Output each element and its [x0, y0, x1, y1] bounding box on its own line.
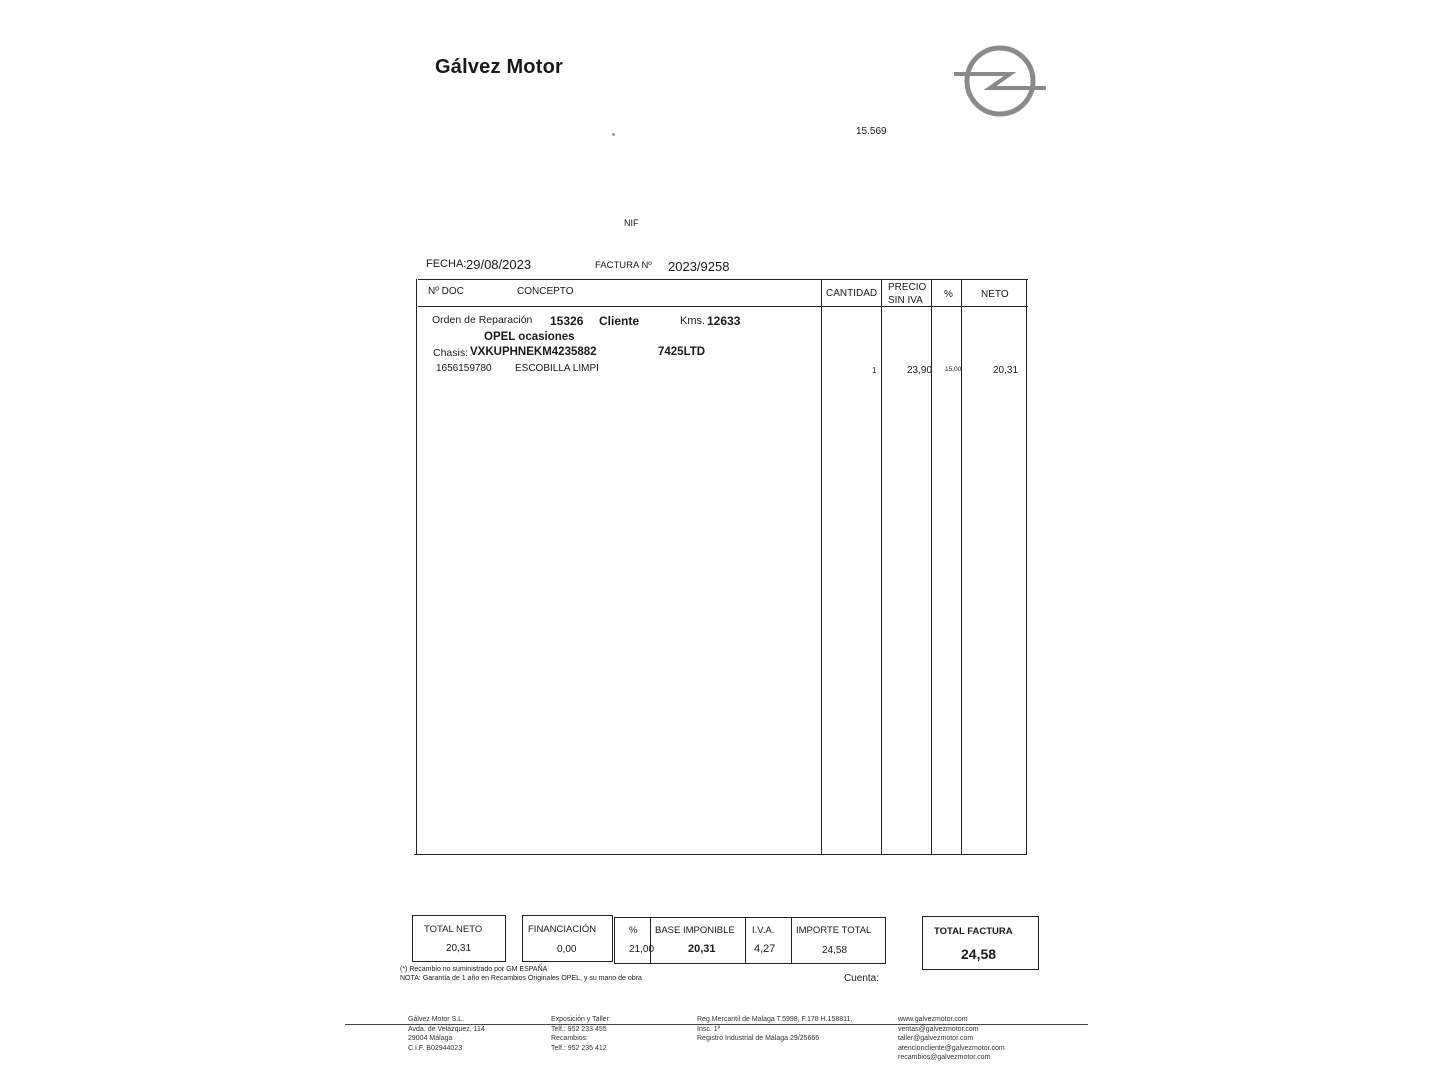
nif-label: NIF: [624, 218, 639, 228]
footer-line: Telf.: 952 235 412: [551, 1044, 607, 1052]
footer-line: Avda. de Velázquez, 114: [408, 1025, 485, 1033]
footer-line: C.I.F. B02944023: [408, 1044, 463, 1052]
total-neto-box: [412, 915, 506, 962]
opel-logo-icon: [950, 44, 1050, 118]
footer-company-info: [408, 1015, 485, 1053]
table-top-border: [418, 279, 1028, 280]
header-precio-line1: PRECIO: [888, 282, 927, 293]
footer-web-emails: [898, 1015, 1005, 1063]
base-imponible-label: BASE IMPONIBLE: [655, 925, 735, 936]
repair-order-number: 15326: [550, 314, 584, 328]
license-plate: 7425LTD: [658, 346, 706, 358]
client-name: OPEL ocasiones: [484, 331, 575, 343]
footer-line: Registro Industrial de Málaga 29/25666: [697, 1035, 820, 1042]
footer-registry: [697, 1015, 852, 1044]
header-ndoc: Nº DOC: [428, 286, 464, 297]
tax-divider-1: [650, 917, 651, 963]
line-item-neto: 20,31: [993, 365, 1019, 376]
invoice-notes: [400, 965, 642, 983]
document-reference: 15.569: [856, 126, 887, 137]
base-imponible-value: 20,31: [688, 943, 716, 955]
tax-divider-2: [745, 917, 746, 963]
table-header-divider: [418, 306, 1028, 307]
footer-email-link[interactable]: taller@galvezmotor.com: [898, 1035, 974, 1042]
line-item-percent: 15,00: [945, 366, 962, 373]
footer-line: Gálvez Motor S.L.: [408, 1016, 465, 1023]
header-cantidad: CANTIDAD: [826, 288, 878, 299]
company-name: Gálvez Motor: [435, 56, 563, 78]
tax-divider-3: [791, 917, 792, 963]
column-divider-cantidad: [821, 279, 822, 855]
note-recambio: (*) Recambio no suministrado por GM ESPAÑA: [400, 966, 548, 973]
column-divider-precio: [881, 279, 882, 855]
total-factura-label: TOTAL FACTURA: [934, 926, 1013, 937]
date-label: FECHA:: [426, 258, 467, 270]
table-bottom-border: [414, 854, 1026, 855]
footer-email-link[interactable]: ventas@galvezmotor.com: [898, 1025, 979, 1033]
cuenta-label: Cuenta:: [844, 973, 880, 984]
footer-line: Insc. 1ª: [697, 1025, 721, 1033]
table-left-border: [416, 279, 417, 855]
line-item-cantidad: 1: [872, 366, 877, 375]
client-label: Cliente: [599, 314, 640, 328]
footer-email-link[interactable]: atencioncliente@galvezmotor.com: [898, 1044, 1005, 1052]
header-neto: NETO: [981, 289, 1009, 300]
header-concepto: CONCEPTO: [517, 286, 574, 297]
footer-line: Telf.: 952 233 455: [551, 1025, 607, 1033]
total-factura-value: 24,58: [961, 946, 997, 962]
chasis-value: VXKUPHNEKM4235882: [470, 346, 597, 358]
table-right-border: [1026, 279, 1027, 855]
footer-line: 29004 Málaga: [408, 1035, 453, 1042]
iva-value: 4,27: [754, 943, 776, 955]
kms-value: 12633: [707, 314, 741, 328]
importe-total-label: IMPORTE TOTAL: [796, 925, 872, 936]
total-neto-label: TOTAL NETO: [424, 924, 483, 935]
chasis-label: Chasis:: [433, 347, 469, 359]
line-item-concepto: ESCOBILLA LIMPI: [515, 363, 599, 374]
line-item-precio: 23,90: [907, 365, 933, 376]
importe-total-value: 24,58: [822, 945, 848, 956]
footer-email-link[interactable]: recambios@galvezmotor.com: [898, 1054, 991, 1061]
footer-phones: [551, 1015, 611, 1053]
footer-line: Reg.Mercantil de Malaga T.5998, F.178 H.158811,: [697, 1016, 853, 1023]
invoice-number-value: 2023/9258: [668, 259, 730, 274]
vat-percent-value: 21,00: [629, 944, 655, 955]
footer-line: Exposición y Taller:: [551, 1016, 611, 1023]
note-garantia: NOTA: Garantía de 1 año en Recambios Originales OPEL, y su mano de obra: [400, 975, 642, 982]
financiacion-label: FINANCIACIÓN: [528, 924, 597, 935]
header-precio-line2: SIN IVA: [888, 295, 923, 306]
date-value: 29/08/2023: [466, 257, 532, 272]
line-item-ndoc: 1656159780: [436, 363, 492, 374]
total-neto-value: 20,31: [446, 943, 472, 954]
invoice-number-label: FACTURA Nº: [595, 260, 652, 271]
iva-label: I.V.A.: [752, 925, 775, 936]
kms-label: Kms.: [680, 315, 706, 327]
footer-website-link[interactable]: www.galvezmotor.com: [898, 1016, 968, 1023]
repair-order-label: Orden de Reparación: [432, 314, 533, 326]
vat-percent-label: %: [629, 925, 638, 936]
footer-line: Recambios:: [551, 1035, 588, 1042]
financiacion-value: 0,00: [557, 944, 577, 955]
scan-speck: [612, 133, 615, 136]
header-percent: %: [944, 289, 953, 300]
